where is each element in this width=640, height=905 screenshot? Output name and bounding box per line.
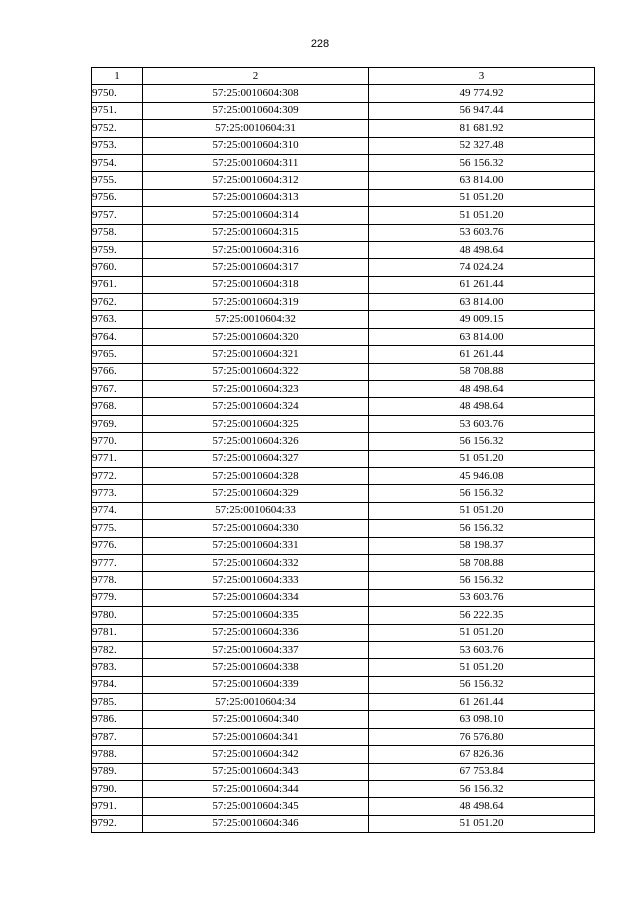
cadastral-number-cell: 57:25:0010604:319	[143, 294, 369, 311]
row-number-cell: 9766.	[92, 363, 143, 380]
cadastral-number-cell: 57:25:0010604:342	[143, 746, 369, 763]
cadastral-number-cell: 57:25:0010604:343	[143, 763, 369, 780]
table-row	[92, 363, 595, 380]
cadastral-number-cell: 57:25:0010604:344	[143, 781, 369, 798]
cadastral-value-cell: 56 222.35	[369, 607, 595, 624]
row-number-cell: 9768.	[92, 398, 143, 415]
table-row	[92, 572, 595, 589]
table-row	[92, 433, 595, 450]
table-row	[92, 294, 595, 311]
cadastral-number-cell: 57:25:0010604:33	[143, 502, 369, 519]
cadastral-number-cell: 57:25:0010604:323	[143, 381, 369, 398]
row-number-cell: 9761.	[92, 276, 143, 293]
row-number-cell: 9773.	[92, 485, 143, 502]
cadastral-value-cell: 56 156.32	[369, 572, 595, 589]
cadastral-number-cell: 57:25:0010604:320	[143, 328, 369, 345]
table-row	[92, 763, 595, 780]
row-number-cell: 9754.	[92, 154, 143, 171]
row-number-cell: 9778.	[92, 572, 143, 589]
cadastral-value-cell: 61 261.44	[369, 276, 595, 293]
cadastral-number-cell: 57:25:0010604:325	[143, 415, 369, 432]
cadastral-value-cell: 58 708.88	[369, 554, 595, 571]
cadastral-number-cell: 57:25:0010604:317	[143, 259, 369, 276]
table-row	[92, 224, 595, 241]
cadastral-value-cell: 52 327.48	[369, 137, 595, 154]
cadastral-number-cell: 57:25:0010604:309	[143, 102, 369, 119]
row-number-cell: 9762.	[92, 294, 143, 311]
cadastral-value-cell: 74 024.24	[369, 259, 595, 276]
cadastral-number-cell: 57:25:0010604:310	[143, 137, 369, 154]
cadastral-number-cell: 57:25:0010604:338	[143, 659, 369, 676]
cadastral-number-cell: 57:25:0010604:339	[143, 676, 369, 693]
table-row	[92, 328, 595, 345]
table-row	[92, 207, 595, 224]
row-number-cell: 9760.	[92, 259, 143, 276]
table-row	[92, 641, 595, 658]
row-number-cell: 9764.	[92, 328, 143, 345]
cadastral-number-cell: 57:25:0010604:321	[143, 346, 369, 363]
table-row	[92, 346, 595, 363]
table-row	[92, 381, 595, 398]
row-number-cell: 9757.	[92, 207, 143, 224]
table-row	[92, 694, 595, 711]
cadastral-number-cell: 57:25:0010604:333	[143, 572, 369, 589]
cadastral-number-cell: 57:25:0010604:345	[143, 798, 369, 815]
row-number-cell: 9753.	[92, 137, 143, 154]
cadastral-value-cell: 53 603.76	[369, 415, 595, 432]
table-row	[92, 485, 595, 502]
row-number-cell: 9790.	[92, 781, 143, 798]
table-row	[92, 189, 595, 206]
cadastral-value-cell: 61 261.44	[369, 346, 595, 363]
row-number-cell: 9770.	[92, 433, 143, 450]
table-row	[92, 415, 595, 432]
cadastral-value-cell: 48 498.64	[369, 241, 595, 258]
cadastral-value-cell: 56 156.32	[369, 520, 595, 537]
table-row	[92, 450, 595, 467]
column-header-value: 3	[369, 68, 595, 85]
cadastral-number-cell: 57:25:0010604:341	[143, 728, 369, 745]
cadastral-number-cell: 57:25:0010604:32	[143, 311, 369, 328]
table-body	[92, 85, 595, 833]
row-number-cell: 9776.	[92, 537, 143, 554]
table-row	[92, 554, 595, 571]
cadastral-value-cell: 48 498.64	[369, 398, 595, 415]
table-row	[92, 815, 595, 832]
table-row	[92, 624, 595, 641]
row-number-cell: 9788.	[92, 746, 143, 763]
cadastral-value-cell: 56 156.32	[369, 485, 595, 502]
cadastral-value-cell: 56 156.32	[369, 781, 595, 798]
row-number-cell: 9791.	[92, 798, 143, 815]
row-number-cell: 9786.	[92, 711, 143, 728]
cadastral-number-cell: 57:25:0010604:327	[143, 450, 369, 467]
table-row	[92, 85, 595, 102]
table-row	[92, 728, 595, 745]
table-row	[92, 659, 595, 676]
row-number-cell: 9758.	[92, 224, 143, 241]
cadastral-number-cell: 57:25:0010604:328	[143, 467, 369, 484]
cadastral-number-cell: 57:25:0010604:324	[143, 398, 369, 415]
cadastral-value-cell: 51 051.20	[369, 207, 595, 224]
cadastral-value-cell: 56 156.32	[369, 154, 595, 171]
cadastral-value-cell: 58 198.37	[369, 537, 595, 554]
row-number-cell: 9782.	[92, 641, 143, 658]
table-row	[92, 311, 595, 328]
row-number-cell: 9750.	[92, 85, 143, 102]
cadastral-number-cell: 57:25:0010604:315	[143, 224, 369, 241]
cadastral-value-cell: 53 603.76	[369, 589, 595, 606]
row-number-cell: 9752.	[92, 120, 143, 137]
cadastral-value-table	[91, 67, 595, 833]
cadastral-number-cell: 57:25:0010604:34	[143, 694, 369, 711]
table-row	[92, 398, 595, 415]
cadastral-value-cell: 63 814.00	[369, 172, 595, 189]
cadastral-number-cell: 57:25:0010604:336	[143, 624, 369, 641]
table-row	[92, 241, 595, 258]
cadastral-value-cell: 56 947.44	[369, 102, 595, 119]
table-row	[92, 746, 595, 763]
cadastral-value-cell: 53 603.76	[369, 641, 595, 658]
cadastral-value-cell: 58 708.88	[369, 363, 595, 380]
cadastral-value-cell: 49 009.15	[369, 311, 595, 328]
row-number-cell: 9774.	[92, 502, 143, 519]
column-header-number: 1	[92, 68, 143, 85]
cadastral-value-cell: 53 603.76	[369, 224, 595, 241]
cadastral-value-cell: 51 051.20	[369, 815, 595, 832]
row-number-cell: 9779.	[92, 589, 143, 606]
cadastral-number-cell: 57:25:0010604:334	[143, 589, 369, 606]
row-number-cell: 9783.	[92, 659, 143, 676]
row-number-cell: 9787.	[92, 728, 143, 745]
table-row	[92, 711, 595, 728]
cadastral-value-cell: 51 051.20	[369, 450, 595, 467]
row-number-cell: 9784.	[92, 676, 143, 693]
table-row	[92, 102, 595, 119]
cadastral-value-cell: 81 681.92	[369, 120, 595, 137]
row-number-cell: 9789.	[92, 763, 143, 780]
cadastral-number-cell: 57:25:0010604:314	[143, 207, 369, 224]
cadastral-number-cell: 57:25:0010604:312	[143, 172, 369, 189]
cadastral-number-cell: 57:25:0010604:337	[143, 641, 369, 658]
row-number-cell: 9775.	[92, 520, 143, 537]
table-row	[92, 172, 595, 189]
cadastral-value-cell: 67 753.84	[369, 763, 595, 780]
row-number-cell: 9767.	[92, 381, 143, 398]
cadastral-number-cell: 57:25:0010604:335	[143, 607, 369, 624]
table-row	[92, 502, 595, 519]
table-row	[92, 589, 595, 606]
row-number-cell: 9759.	[92, 241, 143, 258]
cadastral-value-cell: 49 774.92	[369, 85, 595, 102]
table-row	[92, 120, 595, 137]
cadastral-number-cell: 57:25:0010604:329	[143, 485, 369, 502]
table-row	[92, 259, 595, 276]
cadastral-value-cell: 63 814.00	[369, 328, 595, 345]
cadastral-value-cell: 45 946.08	[369, 467, 595, 484]
row-number-cell: 9763.	[92, 311, 143, 328]
cadastral-value-cell: 63 814.00	[369, 294, 595, 311]
row-number-cell: 9792.	[92, 815, 143, 832]
cadastral-number-cell: 57:25:0010604:332	[143, 554, 369, 571]
cadastral-value-cell: 61 261.44	[369, 694, 595, 711]
cadastral-number-cell: 57:25:0010604:311	[143, 154, 369, 171]
table-row	[92, 607, 595, 624]
row-number-cell: 9771.	[92, 450, 143, 467]
row-number-cell: 9755.	[92, 172, 143, 189]
cadastral-value-cell: 48 498.64	[369, 798, 595, 815]
row-number-cell: 9765.	[92, 346, 143, 363]
row-number-cell: 9756.	[92, 189, 143, 206]
cadastral-number-cell: 57:25:0010604:346	[143, 815, 369, 832]
column-header-cadastral-number: 2	[143, 68, 369, 85]
cadastral-number-cell: 57:25:0010604:322	[143, 363, 369, 380]
row-number-cell: 9777.	[92, 554, 143, 571]
page-number: 228	[310, 38, 330, 50]
cadastral-number-cell: 57:25:0010604:340	[143, 711, 369, 728]
cadastral-number-cell: 57:25:0010604:331	[143, 537, 369, 554]
cadastral-number-cell: 57:25:0010604:318	[143, 276, 369, 293]
cadastral-number-cell: 57:25:0010604:316	[143, 241, 369, 258]
row-number-cell: 9781.	[92, 624, 143, 641]
table-row	[92, 537, 595, 554]
cadastral-number-cell: 57:25:0010604:313	[143, 189, 369, 206]
cadastral-number-cell: 57:25:0010604:330	[143, 520, 369, 537]
table-row	[92, 467, 595, 484]
cadastral-number-cell: 57:25:0010604:31	[143, 120, 369, 137]
cadastral-value-cell: 56 156.32	[369, 676, 595, 693]
table-row	[92, 154, 595, 171]
cadastral-value-cell: 51 051.20	[369, 189, 595, 206]
table-row	[92, 798, 595, 815]
row-number-cell: 9769.	[92, 415, 143, 432]
table-row	[92, 520, 595, 537]
cadastral-value-cell: 56 156.32	[369, 433, 595, 450]
table-row	[92, 137, 595, 154]
table-row	[92, 781, 595, 798]
row-number-cell: 9772.	[92, 467, 143, 484]
row-number-cell: 9751.	[92, 102, 143, 119]
table-row	[92, 276, 595, 293]
cadastral-value-cell: 51 051.20	[369, 502, 595, 519]
table-row	[92, 676, 595, 693]
cadastral-number-cell: 57:25:0010604:326	[143, 433, 369, 450]
cadastral-number-cell: 57:25:0010604:308	[143, 85, 369, 102]
table-header-row	[92, 68, 595, 85]
cadastral-value-cell: 48 498.64	[369, 381, 595, 398]
row-number-cell: 9785.	[92, 694, 143, 711]
cadastral-value-cell: 51 051.20	[369, 659, 595, 676]
cadastral-value-cell: 63 098.10	[369, 711, 595, 728]
cadastral-value-cell: 51 051.20	[369, 624, 595, 641]
cadastral-value-cell: 67 826.36	[369, 746, 595, 763]
row-number-cell: 9780.	[92, 607, 143, 624]
cadastral-value-cell: 76 576.80	[369, 728, 595, 745]
